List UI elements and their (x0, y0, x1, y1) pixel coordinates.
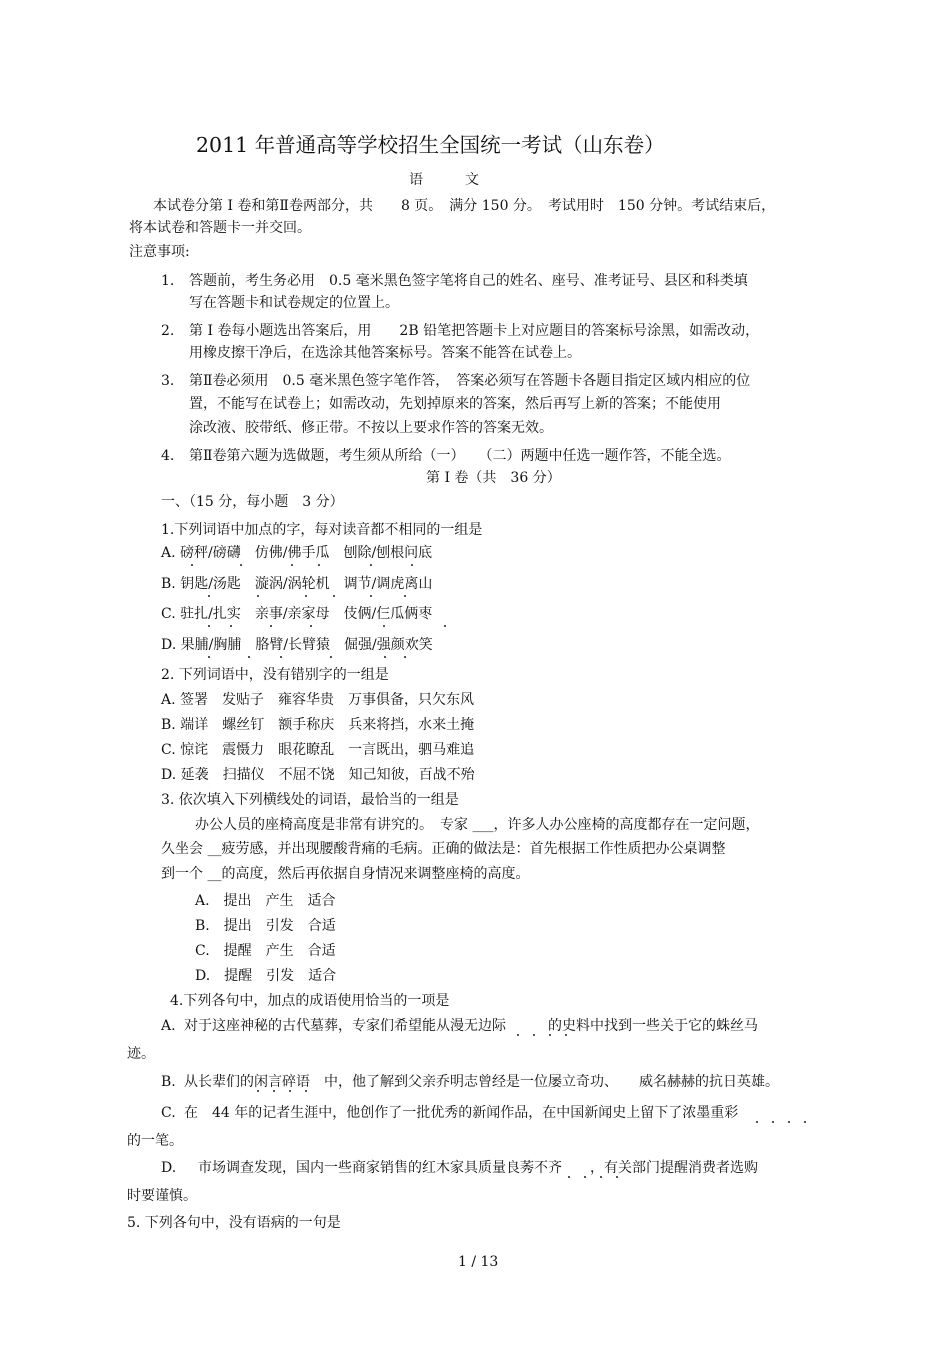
note-line: 第 I 卷每小题选出答案后，用 2B 铅笔把答题卡上对应题目的答案标号涂黑，如需改动， (189, 323, 760, 339)
passage-line: 久坐会 __疲劳感，并出现腰酸背痛的毛病。正确的做法是：首先根据工作性质把办公桌调整 (161, 841, 726, 857)
notes-heading: 注意事项: (129, 244, 190, 260)
option-label: D. (161, 1160, 177, 1176)
passage-line: 办公人员的座椅高度是非常有讲究的。 专家 ___，许多人办公座椅的高度都存在一定问题， (195, 817, 760, 833)
emphasis-dot (280, 656, 282, 658)
note-number: 1. (161, 273, 175, 289)
option-line: 的一笔。 (127, 1133, 183, 1149)
emphasis-dot (248, 656, 250, 658)
question-stem: 2. 下列词语中，没有错别字的一组是 (161, 667, 389, 683)
note-line: 第Ⅱ卷必须用 0.5 毫米黑色签字笔作答， 答案必须写在答题卡各题目指定区域内相应的位 (189, 373, 751, 389)
emphasis-dot (305, 1090, 307, 1092)
emphasis-dot (549, 1034, 551, 1036)
emphasis-dot (804, 1121, 806, 1123)
option: C. 提醒 产生 合适 (195, 943, 336, 959)
emphasis-dot (230, 625, 232, 627)
emphasis-dot (756, 1121, 758, 1123)
exam-title: 2011 年普通高等学校招生全国统一考试（山东卷） (196, 133, 665, 157)
question-stem: 4.下列各句中，加点的成语使用恰当的一项是 (170, 993, 450, 1009)
option: B. 钥匙/汤匙 漩涡/涡轮机 调节/调虎离山 (161, 576, 433, 592)
emphasis-dot (772, 1121, 774, 1123)
emphasis-dot (568, 1176, 570, 1178)
question-stem: 1.下列词语中加点的字，每对读音都不相同的一组是 (161, 522, 483, 538)
emphasis-dot (305, 595, 307, 597)
option: D. 延袭 扫描仪 不屈不饶 知己知彼，百战不殆 (161, 767, 475, 783)
emphasis-dot (370, 595, 372, 597)
note-line: 写在答题卡和试卷规定的位置上。 (189, 295, 399, 311)
option: D. 提醒 引发 适合 (195, 968, 337, 984)
note-line: 置，不能写在试卷上；如需改动，先划掉原来的答案，然后再写上新的答案；不能使用 (189, 396, 721, 412)
option: B. 端详 螺丝钉 额手称庆 兵来将挡，水来土掩 (161, 717, 475, 733)
note-line: 答题前，考生务必用 0.5 毫米黑色签字笔将自己的姓名、座号、准考证号、县区和科类填 (189, 273, 748, 289)
emphasis-dot (273, 1090, 275, 1092)
emphasis-dot (584, 1176, 586, 1178)
emphasis-dot (191, 564, 193, 566)
emphasis-dot (257, 595, 259, 597)
emphasis-dot (533, 1034, 535, 1036)
option-label: B. (161, 1074, 176, 1090)
option: A. 签署 发贴子 雍容华贵 万事俱备，只欠东风 (161, 692, 475, 708)
emphasis-dot (333, 595, 335, 597)
option-line: 迹。 (127, 1046, 155, 1062)
emphasis-dot (208, 625, 210, 627)
option: A. 磅秤/磅礴 仿佛/佛手瓜 刨除/刨根问底 (161, 545, 433, 561)
intro-line-1: 本试卷分第 I 卷和第Ⅱ卷两部分，共 8 页。 满分 150 分。 考试用时 150 分钟。考试结束后， (153, 198, 776, 214)
emphasis-dot (208, 595, 210, 597)
emphasis-dot (600, 1176, 602, 1178)
emphasis-dot (370, 564, 372, 566)
option-line: 在 44 年的记者生涯中，他创作了一批优秀的新闻作品，在中国新闻史上留下了浓墨重彩 (184, 1105, 739, 1121)
emphasis-dot (270, 625, 272, 627)
question-stem: 3. 依次填入下列横线处的词语，最恰当的一组是 (161, 792, 459, 808)
emphasis-dot (330, 656, 332, 658)
subject-label: 语 文 (409, 172, 479, 188)
page-number: 1 / 13 (458, 1254, 499, 1270)
option-line: 对于这座神秘的古代墓葬，专家们希望能从漫无边际 的史料中找到一些关于它的蛛丝马 (184, 1018, 758, 1034)
emphasis-dot (788, 1121, 790, 1123)
option: D. 果脯/胸脯 胳臂/长臂猿 倔强/强颜欢笑 (161, 637, 433, 653)
option: A. 提出 产生 适合 (195, 893, 336, 909)
emphasis-dot (383, 625, 385, 627)
emphasis-dot (208, 656, 210, 658)
emphasis-dot (318, 564, 320, 566)
emphasis-dot (517, 1034, 519, 1036)
intro-line-2: 将本试卷和答题卡一并交回。 (129, 220, 311, 236)
section-heading: 一、（15 分，每小题 3 分） (161, 494, 344, 510)
question-stem: 5. 下列各句中，没有语病的一句是 (127, 1215, 341, 1231)
emphasis-dot (411, 564, 413, 566)
option-line: 市场调查发现，国内一些商家销售的红木家具质量良莠不齐 ，有关部门提醒消费者选购 (198, 1160, 758, 1176)
emphasis-dot (289, 1090, 291, 1092)
emphasis-dot (444, 625, 446, 627)
note-line: 涂改液、胶带纸、修正带。不按以上要求作答的答案无效。 (189, 420, 553, 436)
emphasis-dot (565, 1034, 567, 1036)
emphasis-dot (404, 595, 406, 597)
note-line: 第Ⅱ卷第六题为选做题，考生须从所给（一） （二）两题中任选一题作答，不能全选。 (189, 448, 731, 464)
option-line: 时要谨慎。 (127, 1188, 197, 1204)
option-line: 从长辈们的闲言碎语 中，他了解到父亲乔明志曾经是一位屡立奇功、 威名赫赫的抗日英雄。 (184, 1074, 779, 1090)
emphasis-dot (291, 564, 293, 566)
emphasis-dot (310, 625, 312, 627)
note-number: 3. (161, 373, 175, 389)
option-label: A. (161, 1018, 176, 1034)
option: B. 提出 引发 合适 (195, 918, 336, 934)
emphasis-dot (616, 1176, 618, 1178)
emphasis-dot (404, 656, 406, 658)
part-heading: 第 I 卷（共 36 分） (426, 470, 561, 486)
note-number: 4. (161, 448, 175, 464)
note-line: 用橡皮擦干净后，在选涂其他答案标号。答案不能答在试卷上。 (189, 345, 581, 361)
option: C. 惊诧 震慑力 眼花瞭乱 一言既出，驷马难追 (161, 742, 475, 758)
passage-line: 到一个 __的高度，然后再依据自身情况来调整座椅的高度。 (161, 866, 530, 882)
note-number: 2. (161, 323, 175, 339)
option: C. 驻扎/扎实 亲事/亲家母 伎俩/仨瓜俩枣 (161, 606, 433, 622)
emphasis-dot (240, 564, 242, 566)
emphasis-dot (384, 656, 386, 658)
emphasis-dot (257, 1090, 259, 1092)
option-label: C. (161, 1105, 176, 1121)
